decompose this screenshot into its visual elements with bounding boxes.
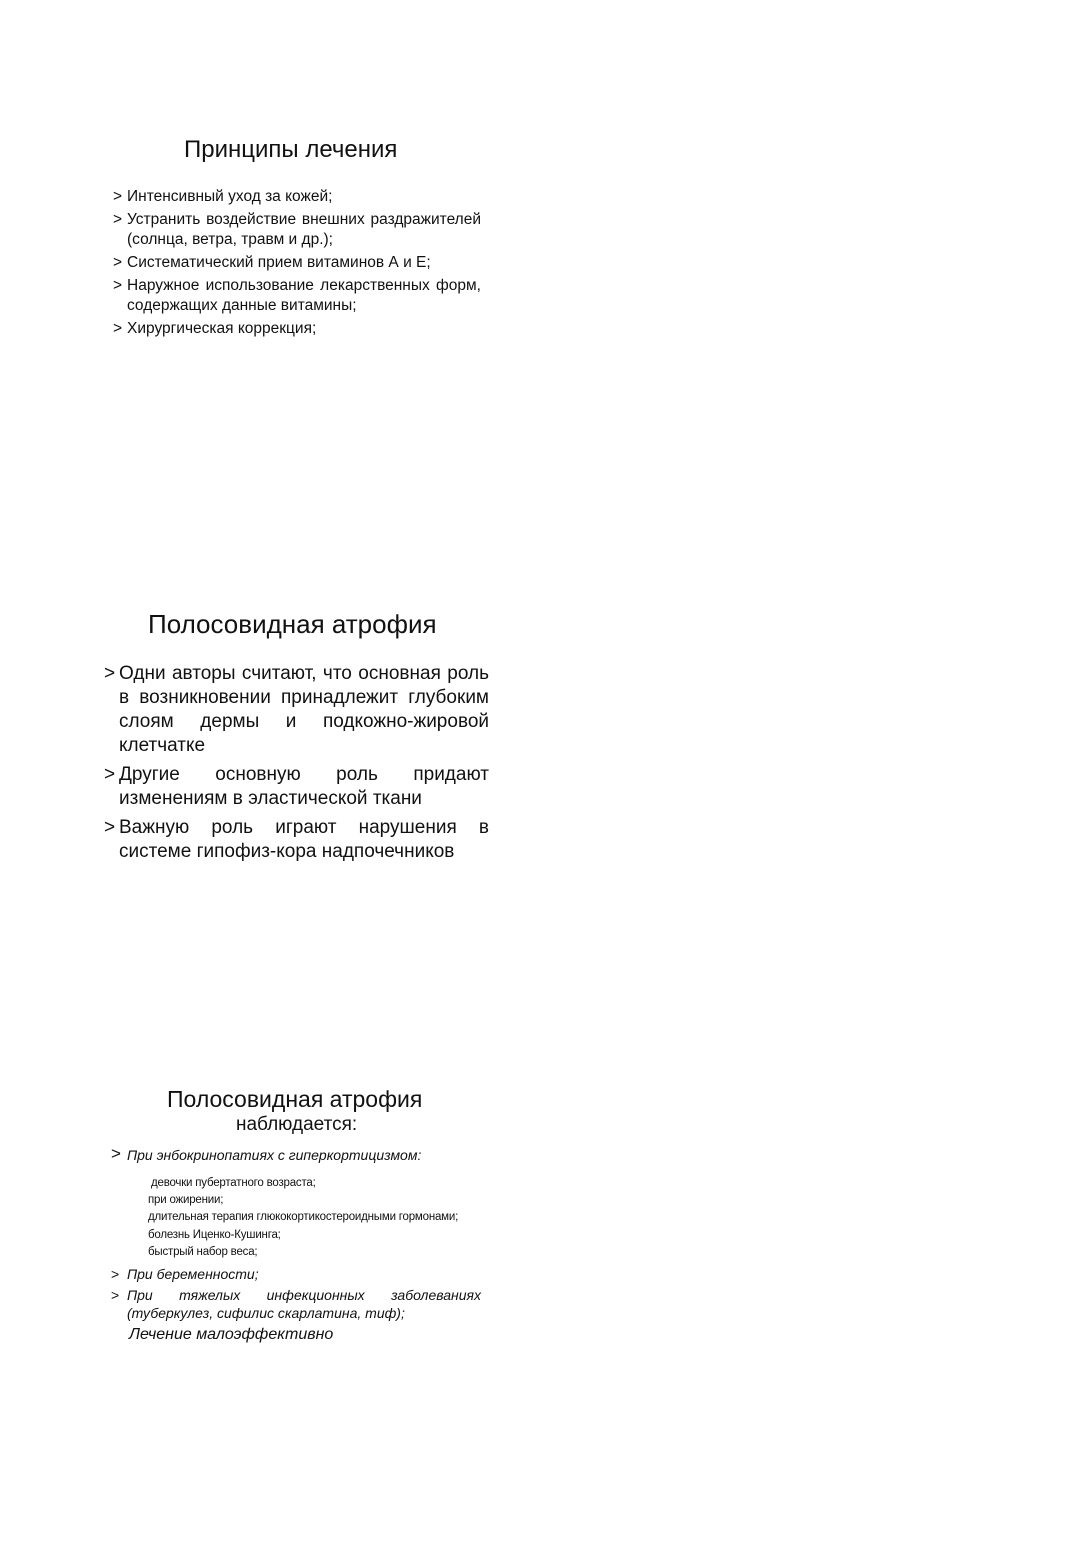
- sub-list-item: девочки пубертатного возраста;: [151, 1177, 316, 1189]
- list-item: > Хирургическая коррекция;: [113, 320, 317, 337]
- list-item: > При энбокринопатиях с гиперкортицизмом:: [111, 1144, 422, 1163]
- list-item: > Устранить воздействие внешних раздражителей (солнца, ветра, травм и др.);: [113, 211, 481, 248]
- arrow-marker-icon: >: [113, 211, 123, 228]
- arrow-marker-icon: >: [104, 817, 116, 838]
- arrow-marker-icon: >: [111, 1144, 121, 1163]
- sub-list-item: длительная терапия глюкокортикостероидными гормонами;: [148, 1211, 459, 1224]
- slide-subtitle: наблюдается:: [236, 1114, 358, 1135]
- arrow-marker-icon: >: [111, 1266, 120, 1282]
- list-item: > Другие основную роль придают изменениям в эластической ткани: [104, 764, 489, 809]
- bullet-list: [113, 187, 481, 342]
- sub-list-item: при ожирении;: [148, 1194, 224, 1207]
- slide-title: Принципы лечения: [184, 136, 398, 163]
- bullet-list: [104, 662, 489, 869]
- list-item: > Систематический прием витаминов А и Е;: [113, 254, 431, 271]
- arrow-marker-icon: >: [104, 663, 116, 684]
- bullet-list: [111, 1265, 481, 1325]
- sub-list: [148, 1175, 458, 1261]
- conclusion-text: Лечение малоэффективно: [129, 1326, 334, 1343]
- list-item: > Важную роль играют нарушения в системе гипофиз-кора надпочечников: [104, 817, 489, 862]
- list-item: > Одни авторы считают, что основная роль в возникновении принадлежит глубоким слоям дермы и подкожно-жировой клетчатке: [104, 663, 489, 756]
- arrow-marker-icon: >: [113, 277, 123, 294]
- slide-title: Полосовидная атрофия: [167, 1086, 423, 1112]
- sub-list-item: быстрый набор веса;: [148, 1245, 258, 1258]
- list-item: > Интенсивный уход за кожей;: [113, 188, 333, 205]
- sub-list-item: болезнь Иценко-Кушинга;: [148, 1228, 281, 1241]
- arrow-marker-icon: >: [113, 254, 123, 271]
- bullet-list: [111, 1146, 481, 1164]
- list-item: > Наружное использование лекарственных форм, содержащих данные витамины;: [113, 277, 481, 314]
- slide-title: Полосовидная атрофия: [148, 609, 437, 639]
- arrow-marker-icon: >: [113, 188, 123, 205]
- list-item: > При беременности;: [111, 1266, 259, 1282]
- arrow-marker-icon: >: [104, 764, 116, 785]
- list-item: > При тяжелых инфекционных заболеваниях (туберкулез, сифилис скарлатина, тиф);: [111, 1287, 481, 1321]
- arrow-marker-icon: >: [111, 1287, 120, 1303]
- arrow-marker-icon: >: [113, 320, 123, 337]
